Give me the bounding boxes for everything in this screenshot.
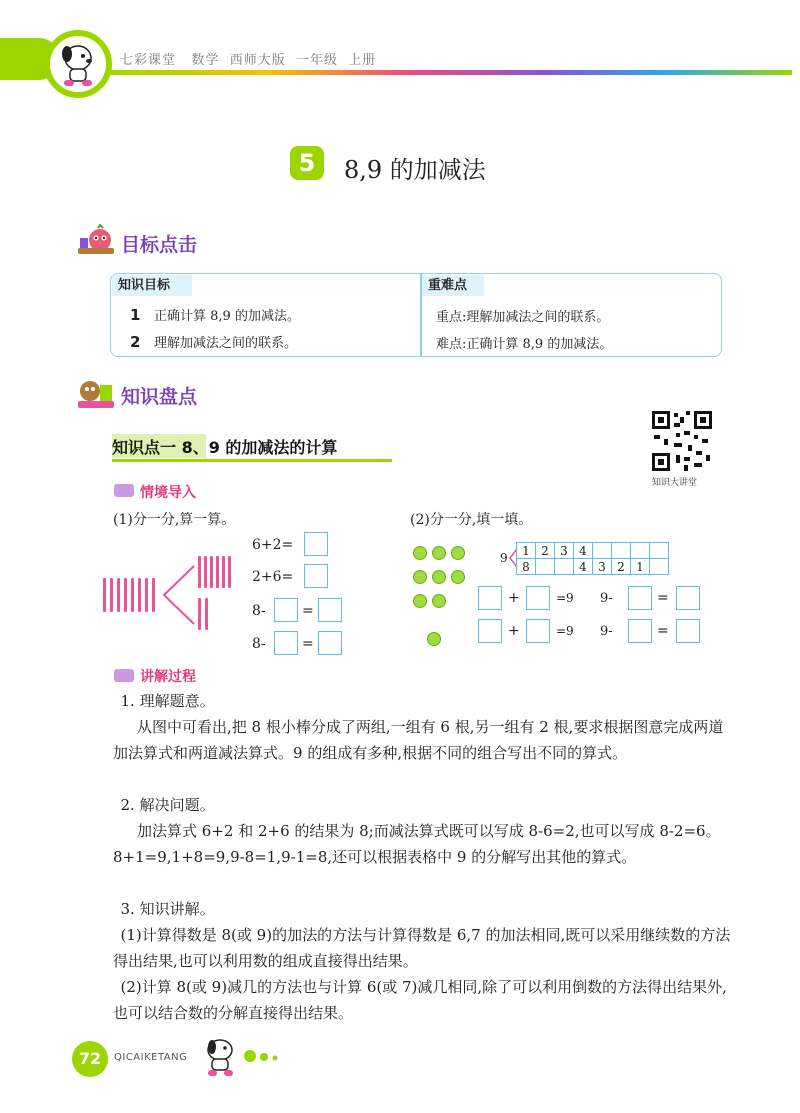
- equation-label: 2+6=: [252, 569, 294, 585]
- apple-character-icon: [76, 224, 116, 256]
- knowledge-heading: 知识盘点: [121, 386, 198, 408]
- stick: [145, 578, 148, 612]
- table-cell[interactable]: [555, 559, 574, 575]
- equals-sign: =: [657, 590, 669, 606]
- plus-sign: +: [508, 623, 520, 639]
- answer-box[interactable]: [304, 564, 328, 588]
- part1-title: (1)分一分,算一算。: [113, 512, 236, 528]
- paragraph: 2. 解决问题。: [120, 796, 215, 814]
- stick: [138, 578, 141, 612]
- paragraph: 1. 理解题意。: [120, 692, 215, 710]
- header-edition: 西师大版: [229, 53, 286, 68]
- scenario-heading: 情境导入: [140, 485, 196, 501]
- stick: [205, 598, 208, 630]
- stick: [110, 578, 113, 612]
- key-point-item: 重点:理解加减法之间的联系。: [436, 310, 610, 325]
- header-rainbow-bar: [92, 70, 792, 75]
- dot: [413, 594, 427, 608]
- stick: [198, 556, 201, 588]
- stick: [103, 578, 106, 612]
- page-title: 8,9 的加减法: [344, 156, 486, 184]
- paragraph: (1)计算得数是 8(或 9)的加法的方法与计算得数是 6,7 的加法相同,既可以采用继续数的方法得出结果,也可以利用数的组成直接得出结果。: [113, 926, 731, 970]
- stick: [131, 578, 134, 612]
- split-bracket-icon: [160, 562, 196, 628]
- header-series: 七彩课堂: [120, 53, 177, 68]
- paragraph: (2)计算 8(或 9)减几的方法也与计算 6(或 7)减几相同,除了可以利用倒数的方法得出结果外,也可以结合数的分解直接得出结果。: [113, 978, 727, 1022]
- header-subject: 数学: [191, 53, 220, 68]
- answer-box[interactable]: [676, 619, 700, 643]
- table-cell[interactable]: [650, 559, 669, 575]
- key-points-label: 重难点: [422, 275, 484, 296]
- table-cell: 1: [631, 559, 650, 575]
- table-cell: 3: [555, 543, 574, 559]
- answer-box[interactable]: [526, 586, 550, 610]
- table-cell: 2: [612, 559, 631, 575]
- nine-minus: 9-: [600, 624, 613, 639]
- goal-number: 1: [130, 306, 141, 324]
- dot: [451, 546, 465, 560]
- table-cell[interactable]: [536, 559, 555, 575]
- table-row: [517, 543, 669, 559]
- answer-box[interactable]: [274, 631, 298, 655]
- table-cell: 2: [536, 543, 555, 559]
- dot: [413, 546, 427, 560]
- dot: [432, 546, 446, 560]
- dot: [427, 632, 441, 646]
- stick: [216, 556, 219, 588]
- dog-mascot-icon: [50, 36, 106, 92]
- knowledge-goal-item: [130, 332, 297, 351]
- dot: [432, 594, 446, 608]
- dot: [413, 570, 427, 584]
- explanation-heading: 讲解过程: [140, 669, 196, 685]
- paragraph: 3. 知识讲解。: [120, 900, 215, 918]
- header-text: [120, 49, 376, 68]
- goal-text: 正确计算 8,9 的加减法。: [154, 309, 300, 324]
- table-cell: 4: [574, 543, 593, 559]
- qr-caption: 知识大讲堂: [652, 478, 698, 488]
- answer-box[interactable]: [478, 619, 502, 643]
- lesson-number-badge: 5: [290, 146, 324, 180]
- table-row: [517, 559, 669, 575]
- paragraph: 从图中可看出,把 8 根小棒分成了两组,一组有 6 根,另一组有 2 根,要求根据图意完成两道加法算式和两道减法算式。9 的组成有多种,根据不同的组合写出不同的算式。: [113, 718, 724, 762]
- equation-label: 8-: [252, 636, 266, 652]
- dot: [451, 570, 465, 584]
- stick: [222, 556, 225, 588]
- header-grade: 一年级: [295, 53, 338, 68]
- answer-box[interactable]: [676, 586, 700, 610]
- page-number: 72: [72, 1041, 108, 1077]
- answer-box[interactable]: [628, 586, 652, 610]
- table-cell[interactable]: [612, 543, 631, 559]
- answer-box[interactable]: [628, 619, 652, 643]
- answer-box[interactable]: [526, 619, 550, 643]
- part2-title: (2)分一分,填一填。: [410, 512, 533, 528]
- footer-mascot-icon: [200, 1034, 290, 1080]
- nine-minus: 9-: [600, 591, 613, 606]
- stick: [198, 598, 201, 630]
- decomposition-table: [516, 542, 669, 575]
- mascot-logo: [44, 30, 112, 98]
- key-point-item: 难点:正确计算 8,9 的加减法。: [436, 337, 613, 352]
- stick: [210, 556, 213, 588]
- table-cell[interactable]: [650, 543, 669, 559]
- table-cell[interactable]: [593, 543, 612, 559]
- answer-box[interactable]: [304, 532, 328, 556]
- knowledge-goals-label: 知识目标: [112, 275, 192, 296]
- equals-sign: =: [657, 623, 669, 639]
- answer-box[interactable]: [274, 598, 298, 622]
- equals-nine: =9: [556, 591, 574, 605]
- answer-box[interactable]: [318, 598, 342, 622]
- cartoon-character-icon: [76, 377, 116, 411]
- equals-sign: =: [302, 603, 314, 619]
- equals-sign: =: [302, 636, 314, 652]
- table-cell[interactable]: [631, 543, 650, 559]
- plus-sign: +: [508, 590, 520, 606]
- knowledge-point-title: [112, 435, 337, 458]
- table-cell: 8: [517, 559, 536, 575]
- decomposition-number: 9: [500, 551, 508, 565]
- knowledge-point-topic: 8、9 的加减法的计算: [181, 438, 338, 457]
- stick: [204, 556, 207, 588]
- knowledge-point-underline: [112, 459, 392, 462]
- dot: [432, 570, 446, 584]
- stick: [117, 578, 120, 612]
- table-cell: 4: [574, 559, 593, 575]
- goal-number: 2: [130, 333, 141, 351]
- answer-box[interactable]: [318, 631, 342, 655]
- goal-text: 理解加减法之间的联系。: [154, 336, 298, 351]
- header-volume: 上册: [348, 53, 377, 68]
- equals-nine: =9: [556, 624, 574, 638]
- scenario-icon: [114, 484, 134, 497]
- equation-label: 6+2=: [252, 537, 294, 553]
- stick: [124, 578, 127, 612]
- equation-label: 8-: [252, 603, 266, 619]
- stick: [152, 578, 155, 612]
- table-cell: 3: [593, 559, 612, 575]
- knowledge-goal-item: [130, 305, 300, 324]
- explanation-icon: [114, 669, 134, 682]
- qr-code-icon[interactable]: [650, 409, 714, 473]
- footer-brand: QICAIKETANG: [114, 1052, 188, 1063]
- paragraph: 加法算式 6+2 和 2+6 的结果为 8;而减法算式既可以写成 8-6=2,也可以写成 8-2=6。8+1=9,1+8=9,9-8=1,9-1=8,还可以根据表格中 9 的分解写出其他的算式。: [113, 822, 721, 866]
- stick: [228, 556, 231, 588]
- table-cell: 1: [517, 543, 536, 559]
- knowledge-point-label: 知识点一: [112, 438, 177, 457]
- answer-box[interactable]: [478, 586, 502, 610]
- goals-heading: 目标点击: [121, 234, 198, 256]
